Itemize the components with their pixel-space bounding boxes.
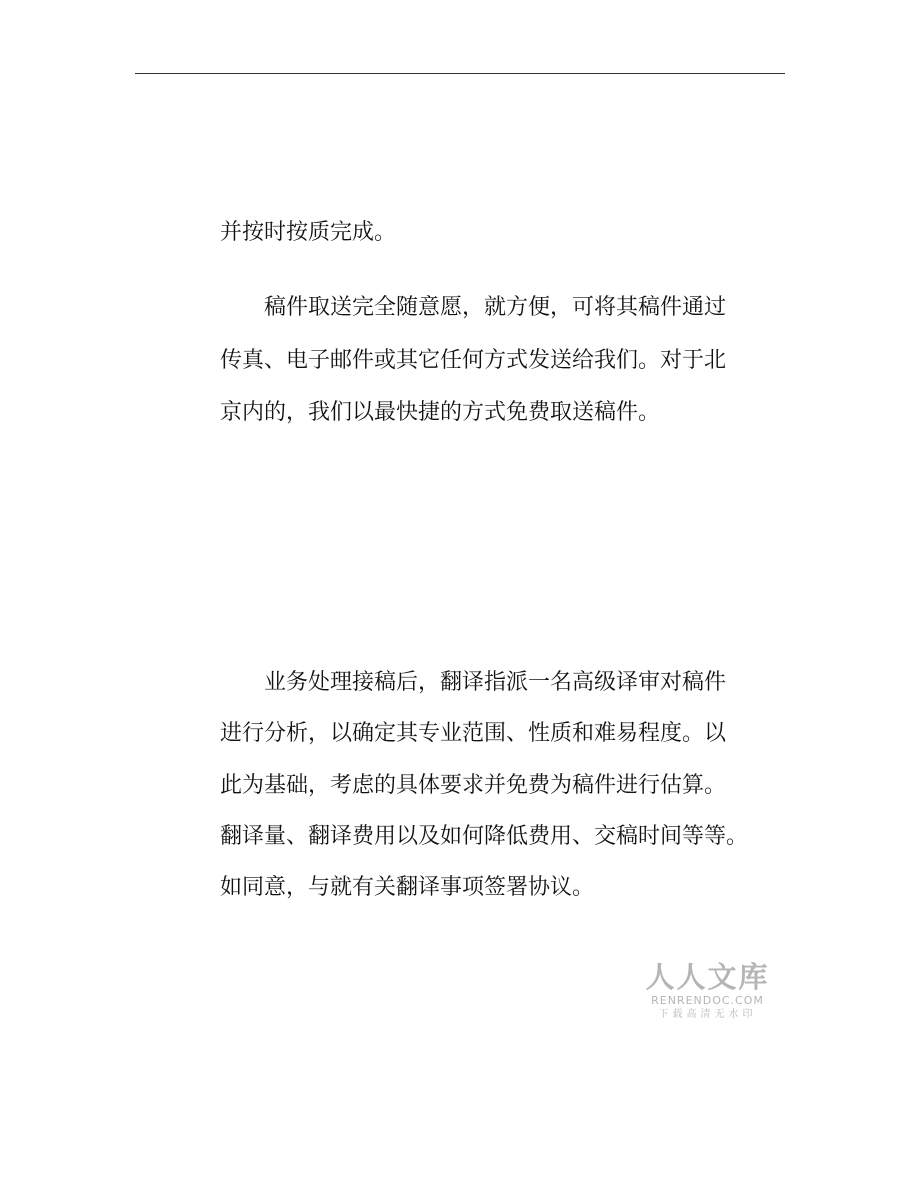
- header-rule: [135, 73, 785, 74]
- paragraph-line-5: 业务处理接稿后，翻译指派一名高级译审对稿件: [220, 670, 727, 695]
- watermark-title: 人人文库: [645, 960, 770, 994]
- paragraph-line-8: 翻译量、翻译费用以及如何降低费用、交稿时间等等。: [220, 824, 749, 849]
- paragraph-line-2: 稿件取送完全随意愿，就方便，可将其稿件通过: [220, 295, 727, 320]
- paragraph-line-3: 传真、电子邮件或其它任何方式发送给我们。对于北: [220, 348, 727, 373]
- watermark-site: RENRENDOC.COM: [651, 994, 764, 1007]
- watermark-slogan: 下载高清无水印: [658, 1009, 757, 1020]
- paragraph-line-9: 如同意，与就有关翻译事项签署协议。: [220, 875, 595, 900]
- watermark-logo: [640, 960, 775, 1022]
- paragraph-line-7: 此为基础，考虑的具体要求并免费为稿件进行估算。: [220, 773, 727, 798]
- paragraph-line-6: 进行分析，以确定其专业范围、性质和难易程度。以: [220, 721, 727, 746]
- paragraph-line-1: 并按时按质完成。: [220, 220, 397, 245]
- paragraph-line-4: 京内的，我们以最快捷的方式免费取送稿件。: [220, 400, 661, 425]
